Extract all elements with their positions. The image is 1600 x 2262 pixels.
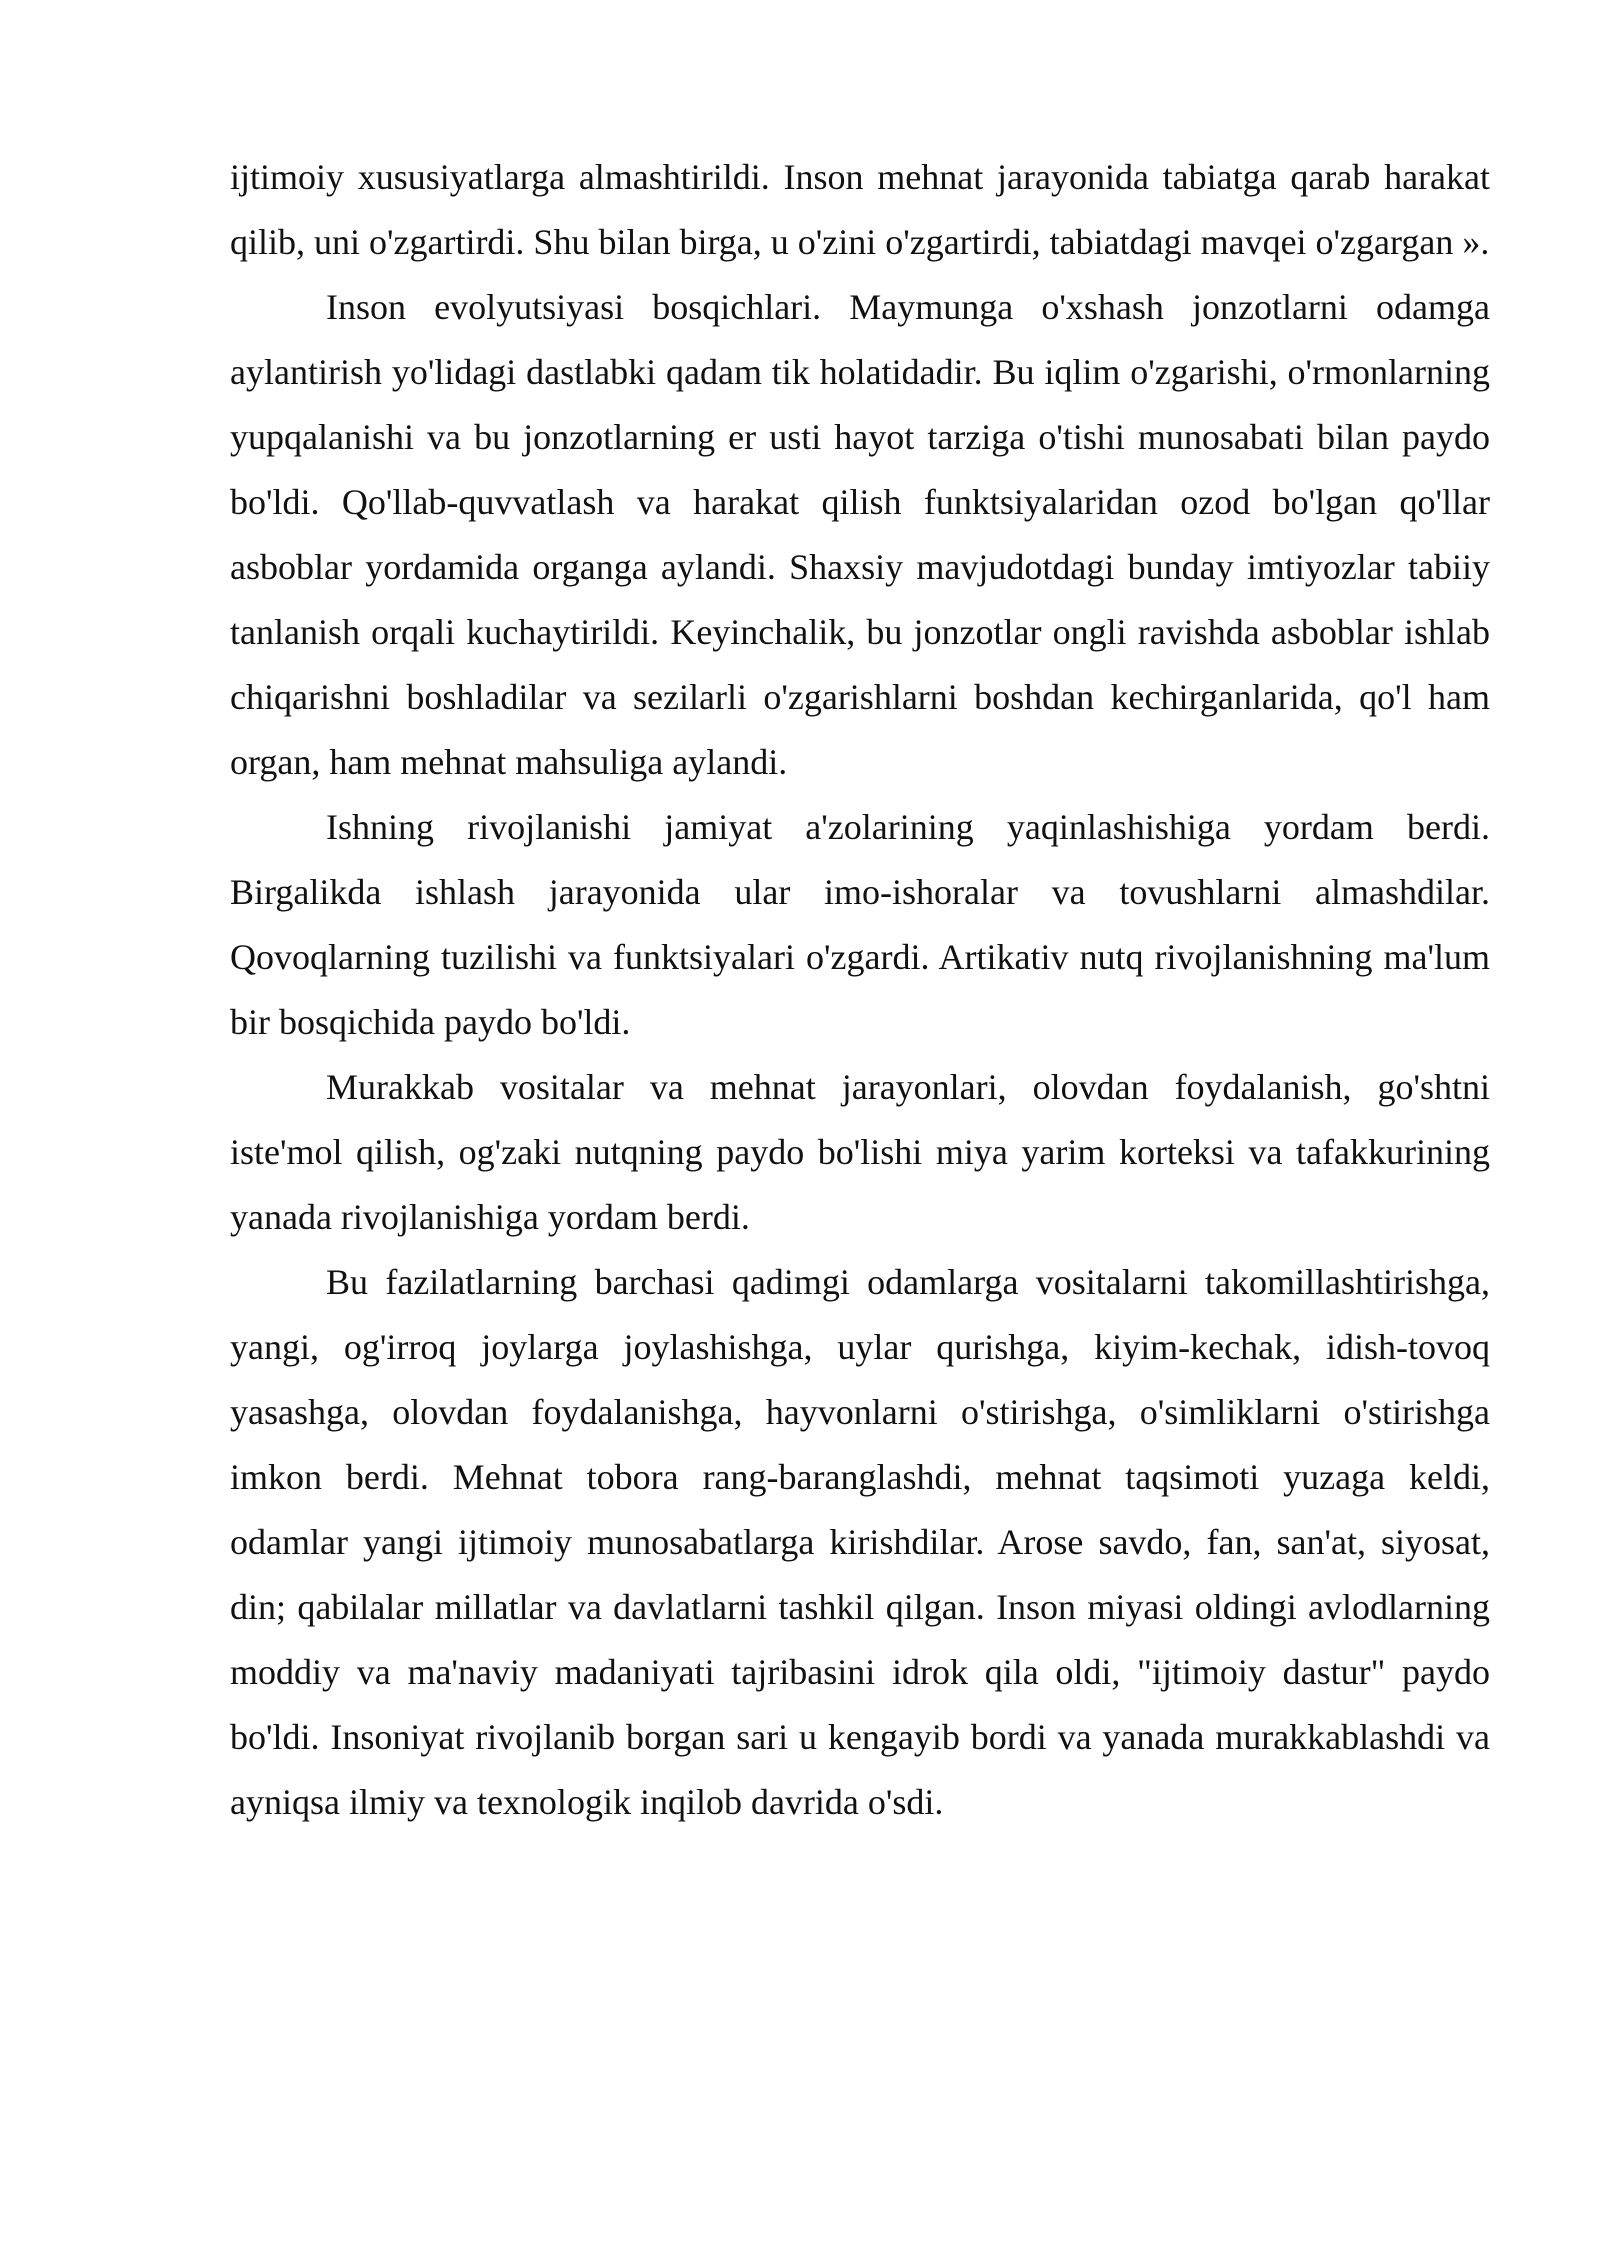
paragraph-1: ijtimoiy xususiyatlarga almashtirildi. Inson mehnat jarayonida tabiatga qarab harakat qilib, uni o'zgartirdi. Shu bilan birga, u o'zini o'zgartirdi, tabiatdagi mavqei o'zgargan ». bbox=[230, 157, 1490, 262]
document-page bbox=[230, 145, 1490, 1835]
paragraph-3: Ishning rivojlanishi jamiyat a'zolarining yaqinlashishiga yordam berdi. Birgalikda ishlash jarayonida ular imo-ishoralar va tovushlarni almashdilar. Qovoqlarning tuzilishi va funktsiyalari o'zgardi. Artikativ nutq rivojlanishning ma'lum bir bosqichida paydo bo'ldi. bbox=[230, 807, 1490, 1042]
paragraph-5: Bu fazilatlarning barchasi qadimgi odamlarga vositalarni takomillashtirishga, yangi, og'irroq joylarga joylashishga, uylar qurishga, kiyim-kechak, idish-tovoq yasashga, olovdan foydalanishga, hayvonlarni o'stirishga, o'simliklarni o'stirishga imkon berdi. Mehnat tobora rang-baranglashdi, mehnat taqsimoti yuzaga keldi, odamlar yangi ijtimoiy munosabatlarga kirishdilar. Arose savdo, fan, san'at, siyosat, din; qabilalar millatlar va davlatlarni tashkil qilgan. Inson miyasi oldingi avlodlarning moddiy va ma'naviy madaniyati tajribasini idrok qila oldi, "ijtimoiy dastur" paydo bo'ldi. Insoniyat rivojlanib borgan sari u kengayib bordi va yanada murakkablashdi va ayniqsa ilmiy va texnologik inqilob davrida o'sdi. bbox=[230, 1262, 1490, 1822]
paragraph-2: Inson evolyutsiyasi bosqichlari. Maymunga o'xshash jonzotlarni odamga aylantirish yo'lidagi dastlabki qadam tik holatidadir. Bu iqlim o'zgarishi, o'rmonlarning yupqalanishi va bu jonzotlarning er usti hayot tarziga o'tishi munosabati bilan paydo bo'ldi. Qo'llab-quvvatlash va harakat qilish funktsiyalaridan ozod bo'lgan qo'llar asboblar yordamida organga aylandi. Shaxsiy mavjudotdagi bunday imtiyozlar tabiiy tanlanish orqali kuchaytirildi. Keyinchalik, bu jonzotlar ongli ravishda asboblar ishlab chiqarishni boshladilar va sezilarli o'zgarishlarni boshdan kechirganlarida, qo'l ham organ, ham mehnat mahsuliga aylandi. bbox=[230, 287, 1490, 782]
paragraph-4: Murakkab vositalar va mehnat jarayonlari, olovdan foydalanish, go'shtni iste'mol qilish, og'zaki nutqning paydo bo'lishi miya yarim korteksi va tafakkurining yanada rivojlanishiga yordam berdi. bbox=[230, 1067, 1490, 1237]
